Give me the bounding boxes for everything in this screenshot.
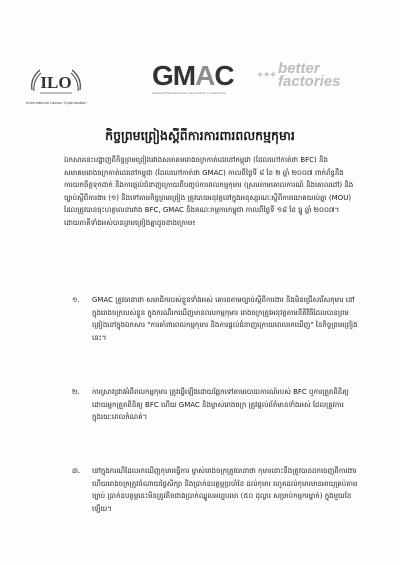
item-number: ២. <box>72 388 80 396</box>
ilo-emblem-icon <box>26 60 86 100</box>
ilo-caption: International Labour Organization <box>26 101 87 105</box>
gmac-caption: Garment Manufacturers Association in Cambodia <box>152 91 226 95</box>
bf-logo-line2: factories <box>278 73 341 90</box>
dots-icon: ✦✦✦ <box>256 70 276 81</box>
gmac-logo-text: G M A C <box>152 60 234 91</box>
item-text: នៅក្នុងករណីដែលរកឃើញកុមារធ្វើការ ម្ចាស់រោងចក្រត្រូវធានាថា កុមារនោះនឹងត្រូវបានដកចេញពីការងារ ហើយរោងចក្រត្រូវចំណាយថ្លៃសិក្សា និងប្រាក់ឧបត្ថម្ភប្រចាំខែ ដល់កុមារ រហូតដល់កុមារមានអាយុគ្រប់តាមច្បាប់ ប្រាក់ឧបត្ថម្ភនេះមិនត្រូវតិចជាងប្រាក់ឈ្នួលអប្បបរមា (៥០ ដុល្លារ សម្រាប់កម្មករម្នាក់) ក្នុងមួយខែឡើយ។ <box>92 467 358 513</box>
item-text: GMAC ត្រូវធានាថា សមាជិករបស់ខ្លួនទាំងអស់ គោរពតាមច្បាប់ស្តីពីការងារ និងមិនជ្រើសរើសកុមារ នៅក្នុងរោងចក្ររបស់ខ្លួន ក្នុងករណីរកឃើញមានពលកម្មកុមារ រោងចក្រត្រូវអនុវត្តតាមនីតិវិធីដែលបានព្រមព្រៀងនៅក្នុងឯកសារ "ការគាំពារពលកម្មកុមារ និងការផ្តល់ជំនាញក្រោយពេលរកឃើញ" នៃកិច្ចព្រមព្រៀងនេះ។ <box>92 296 358 342</box>
svg-text:ILO: ILO <box>40 73 72 92</box>
gmac-logo <box>152 62 242 95</box>
item-text: ការស្រាវជ្រាវអំពីពលកម្មកុមារ ត្រូវធ្វើឡើងដោយផ្អែកទៅតាមរបាយការណ៍របស់ BFC ឬការត្រួតពិនិត្យដោយអ្នកត្រួតពិនិត្យ BFC ហើយ GMAC និងម្ចាស់រោងចក្រ ត្រូវផ្តល់ព័ត៌មានទាំងអស់ ដែលត្រូវការ ក្នុងរយៈពេលកំណត់។ <box>92 388 349 422</box>
item-number: ១. <box>72 296 80 304</box>
document-title: កិច្ចព្រមព្រៀងស្តីពីការការពារពលកម្មកុមារ <box>105 128 295 143</box>
ilo-logo <box>26 60 106 105</box>
bf-logo-line1: better <box>278 60 320 77</box>
item-number: ៣. <box>72 467 81 475</box>
intro-paragraph: ឯកសារនេះបង្ហាញពីកិច្ចព្រមព្រៀងរវាងសមាគមរោងចក្រកាត់ដេរនៅកម្ពុជា (ដែលហៅកាត់ថា BFC) និងសមាគមរោងចក្រកាត់ដេរនៅកម្ពុជា (ដែលហៅកាត់ថា GMAC) កាលពីថ្ងៃទី ៨ ខែ ២ ឆ្នាំ ២០០៧ ពាក់ព័ន្ធនឹងការយកចិត្តទុកដាក់ និងការផ្តល់ជំនាញក្រោយពីបញ្ចប់ការពលកម្មកុមារ (ស្របតាមគោលការណ៍ និងគោលដៅ) និងច្បាប់ស្តីពីការងារ (១) និងទៅតាមកិច្ចព្រមព្រៀង ត្រូវបានអនុវត្តនៅក្នុងអនុស្សរណៈស្តីពីការយោគយល់គ្នា (MOU) ដែលត្រូវបានចុះហត្ថលេខារវាង BFC, GMAC និងគណៈកម្មការកម្ពុជា កាលពីថ្ងៃទី ១៨ ខែ ធ្នូ ឆ្នាំ ២០០៧។ ដោយភាគីទាំងអស់បានព្រមព្រៀងគ្នាដូចខាងក្រោម៖ <box>64 156 354 227</box>
better-factories-logo <box>256 60 378 90</box>
